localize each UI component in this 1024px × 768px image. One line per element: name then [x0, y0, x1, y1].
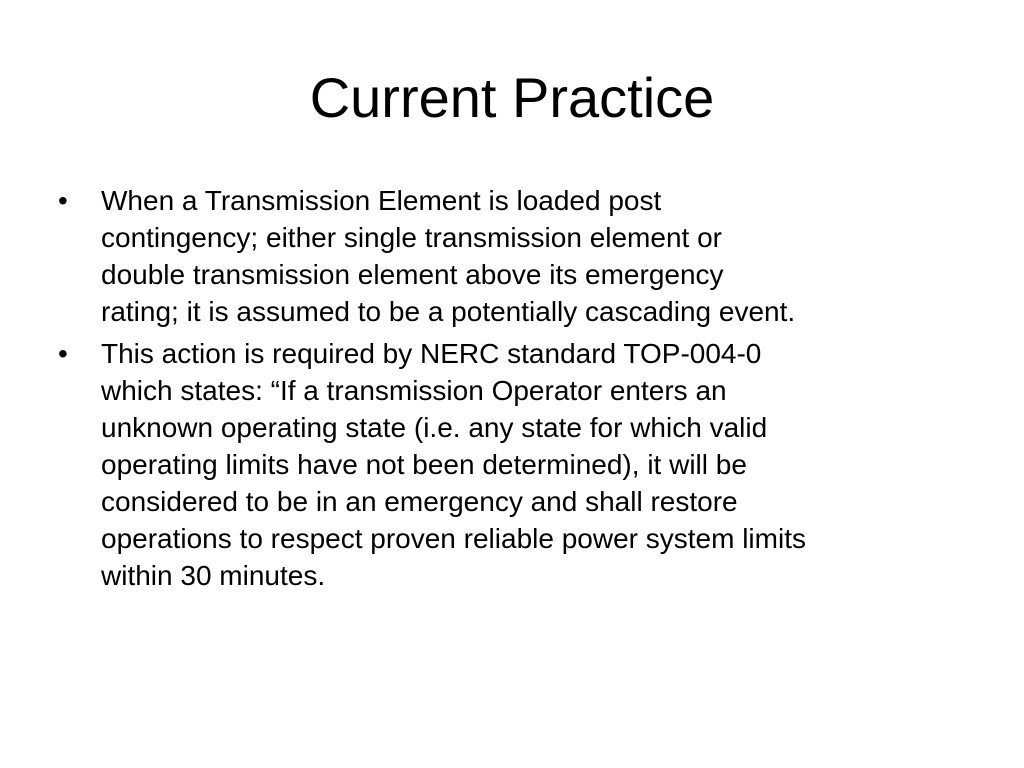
bullet-icon: • [58, 185, 68, 216]
bullet-line: When a Transmission Element is loaded post [101, 185, 662, 216]
bullet-item-2 [58, 335, 978, 594]
slide-title: Current Practice [309, 66, 715, 129]
bullet-line: unknown operating state (i.e. any state for which valid [101, 412, 768, 443]
bullet-list [58, 182, 978, 599]
bullet-icon: • [58, 338, 68, 369]
bullet-item-1 [58, 182, 978, 330]
bullet-line: This action is required by NERC standard TOP-004-0 [101, 338, 762, 369]
bullet-line: double transmission element above its emergency [101, 259, 724, 290]
bullet-line: operating limits have not been determined), it will be [101, 449, 747, 480]
bullet-line: operations to respect proven reliable power system limits [101, 523, 806, 554]
bullet-line: within 30 minutes. [101, 560, 326, 591]
bullet-line: considered to be in an emergency and shall restore [101, 486, 738, 517]
bullet-line: which states: “If a transmission Operator enters an [101, 375, 727, 406]
bullet-line: rating; it is assumed to be a potentially cascading event. [101, 296, 796, 327]
bullet-line: contingency; either single transmission element or [101, 222, 722, 253]
